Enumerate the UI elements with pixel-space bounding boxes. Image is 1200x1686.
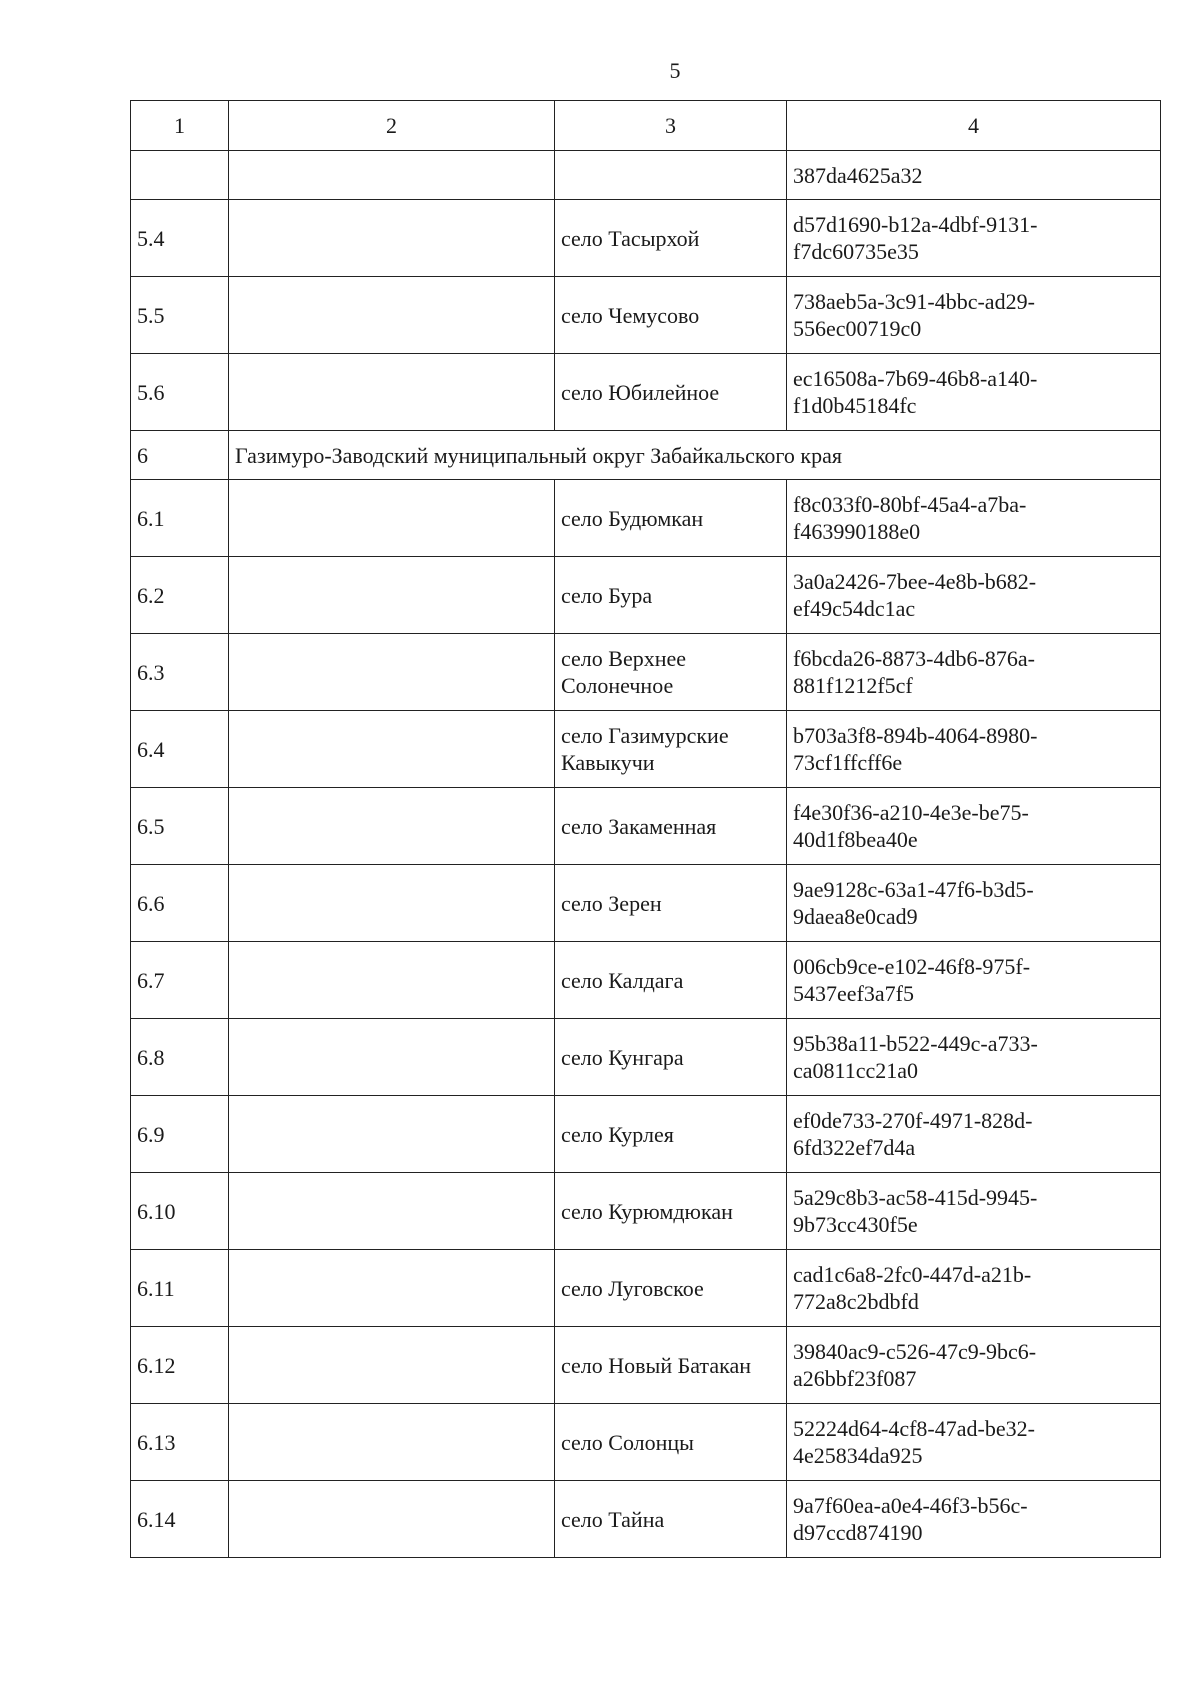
settlement-id-line-2: f463990188e0 <box>793 519 921 544</box>
row-number: 6.5 <box>131 788 229 865</box>
row-number: 6.4 <box>131 711 229 788</box>
district-cell <box>229 711 555 788</box>
table-row <box>131 480 1161 557</box>
district-cell <box>229 151 555 200</box>
settlement-name: село Будюмкан <box>555 480 787 557</box>
table-row <box>131 557 1161 634</box>
header-cell-4: 4 <box>787 101 1161 151</box>
settlement-id-line-2: 4e25834da925 <box>793 1443 923 1468</box>
settlement-name: село Курюмдюкан <box>555 1173 787 1250</box>
district-cell <box>229 277 555 354</box>
settlement-name: село Новый Батакан <box>555 1327 787 1404</box>
settlement-id-line-1: f4e30f36-a210-4e3e-be75- <box>793 800 1029 825</box>
table-row <box>131 1096 1161 1173</box>
settlement-id-line-1: cad1c6a8-2fc0-447d-a21b- <box>793 1262 1032 1287</box>
table-row <box>131 711 1161 788</box>
row-number: 6.14 <box>131 1481 229 1558</box>
settlement-name: село Юбилейное <box>555 354 787 431</box>
name-cell <box>555 151 787 200</box>
settlement-name: село Бура <box>555 557 787 634</box>
settlement-id <box>787 354 1161 431</box>
header-row <box>131 101 1161 151</box>
settlement-id-line-1: d57d1690-b12a-4dbf-9131- <box>793 212 1038 237</box>
settlement-id-line-1: 738aeb5a-3c91-4bbc-ad29- <box>793 289 1035 314</box>
district-cell <box>229 1481 555 1558</box>
settlement-id <box>787 942 1161 1019</box>
settlement-id-line-1: 39840ac9-c526-47c9-9bc6- <box>793 1339 1037 1364</box>
table-row <box>131 1019 1161 1096</box>
row-number: 6.13 <box>131 1404 229 1481</box>
table-row <box>131 1173 1161 1250</box>
settlement-id-line-2: 9b73cc430f5e <box>793 1212 918 1237</box>
row-number: 6.7 <box>131 942 229 1019</box>
table-row <box>131 354 1161 431</box>
settlement-id <box>787 1096 1161 1173</box>
settlement-id <box>787 1173 1161 1250</box>
settlement-name: село Тасырхой <box>555 200 787 277</box>
district-cell <box>229 788 555 865</box>
row-number: 6.11 <box>131 1250 229 1327</box>
settlement-id <box>787 557 1161 634</box>
settlement-id <box>787 277 1161 354</box>
settlement-id-line-2: ef49c54dc1ac <box>793 596 916 621</box>
settlement-id <box>787 1404 1161 1481</box>
settlement-id-line-1: 9a7f60ea-a0e4-46f3-b56c- <box>793 1493 1028 1518</box>
row-number: 5.6 <box>131 354 229 431</box>
settlement-id-line-1: b703a3f8-894b-4064-8980- <box>793 723 1038 748</box>
table-body <box>131 101 1161 1558</box>
settlement-id <box>787 480 1161 557</box>
district-cell <box>229 634 555 711</box>
section-title: Газимуро-Заводский муниципальный округ Забайкальского края <box>229 431 1161 480</box>
settlement-id <box>787 865 1161 942</box>
settlement-id-line-1: 9ae9128c-63a1-47f6-b3d5- <box>793 877 1034 902</box>
settlement-name: село Зерен <box>555 865 787 942</box>
settlement-id-line-2: f7dc60735e35 <box>793 239 919 264</box>
settlement-id-line-2: 40d1f8bea40e <box>793 827 918 852</box>
header-cell-3: 3 <box>555 101 787 151</box>
table-row <box>131 942 1161 1019</box>
district-cell <box>229 1404 555 1481</box>
settlement-name: село Тайна <box>555 1481 787 1558</box>
settlement-id-line-1: 3a0a2426-7bee-4e8b-b682- <box>793 569 1037 594</box>
settlement-id-line-2: 881f1212f5cf <box>793 673 913 698</box>
continuation-row <box>131 151 1161 200</box>
district-cell <box>229 1250 555 1327</box>
row-number: 6.12 <box>131 1327 229 1404</box>
settlement-id <box>787 711 1161 788</box>
section-row <box>131 431 1161 480</box>
row-number: 6.1 <box>131 480 229 557</box>
settlement-id-line-2: 73cf1ffcff6e <box>793 750 903 775</box>
row-number: 6.2 <box>131 557 229 634</box>
settlement-id-line-1: ef0de733-270f-4971-828d- <box>793 1108 1033 1133</box>
settlement-id <box>787 1250 1161 1327</box>
section-number: 6 <box>131 431 229 480</box>
settlement-id-line-2: 772a8c2bdbfd <box>793 1289 919 1314</box>
row-number: 6.9 <box>131 1096 229 1173</box>
row-number: 6.10 <box>131 1173 229 1250</box>
settlement-id-line-2: a26bbf23f087 <box>793 1366 917 1391</box>
settlement-id <box>787 1019 1161 1096</box>
row-number: 5.4 <box>131 200 229 277</box>
settlement-id-line-1: 006cb9ce-e102-46f8-975f- <box>793 954 1031 979</box>
settlement-id-line-1: 95b38a11-b522-449c-a733- <box>793 1031 1038 1056</box>
settlement-id-line-2: ca0811cc21a0 <box>793 1058 919 1083</box>
settlement-name: село Верхнее Солонечное <box>555 634 787 711</box>
settlement-name: село Кунгара <box>555 1019 787 1096</box>
settlement-id-line-2: 6fd322ef7d4a <box>793 1135 916 1160</box>
header-cell-2: 2 <box>229 101 555 151</box>
settlement-id-line-1: 5a29c8b3-ac58-415d-9945- <box>793 1185 1038 1210</box>
id-cell: 387da4625a32 <box>787 151 1161 200</box>
district-cell <box>229 1173 555 1250</box>
settlement-id <box>787 1327 1161 1404</box>
row-number: 6.3 <box>131 634 229 711</box>
district-cell <box>229 1019 555 1096</box>
table-row <box>131 277 1161 354</box>
settlement-id-line-2: d97ccd874190 <box>793 1520 923 1545</box>
row-number: 6.8 <box>131 1019 229 1096</box>
settlement-id <box>787 634 1161 711</box>
district-cell <box>229 557 555 634</box>
settlement-id <box>787 200 1161 277</box>
settlement-name: село Солонцы <box>555 1404 787 1481</box>
settlement-name: село Калдага <box>555 942 787 1019</box>
settlement-id-line-2: 556ec00719c0 <box>793 316 922 341</box>
district-cell <box>229 1096 555 1173</box>
settlement-name: село Газимурские Кавыкучи <box>555 711 787 788</box>
settlement-name: село Чемусово <box>555 277 787 354</box>
row-number: 5.5 <box>131 277 229 354</box>
settlement-id-line-1: ec16508a-7b69-46b8-a140- <box>793 366 1038 391</box>
table-row <box>131 788 1161 865</box>
table-row <box>131 200 1161 277</box>
settlements-table <box>130 100 1161 1558</box>
district-cell <box>229 1327 555 1404</box>
settlement-id-line-1: f6bcda26-8873-4db6-876a- <box>793 646 1035 671</box>
settlement-id-line-2: 5437eef3a7f5 <box>793 981 914 1006</box>
district-cell <box>229 942 555 1019</box>
row-number: 6.6 <box>131 865 229 942</box>
settlement-id-line-1: f8c033f0-80bf-45a4-a7ba- <box>793 492 1027 517</box>
table-row <box>131 1250 1161 1327</box>
settlement-id <box>787 788 1161 865</box>
district-cell <box>229 200 555 277</box>
settlement-id-line-2: 9daea8e0cad9 <box>793 904 918 929</box>
district-cell <box>229 865 555 942</box>
settlement-name: село Луговское <box>555 1250 787 1327</box>
table-row <box>131 1404 1161 1481</box>
settlement-name: село Курлея <box>555 1096 787 1173</box>
num-cell <box>131 151 229 200</box>
page-number: 5 <box>669 58 681 83</box>
table-row <box>131 634 1161 711</box>
settlement-name: село Закаменная <box>555 788 787 865</box>
district-cell <box>229 480 555 557</box>
settlement-id-line-2: f1d0b45184fc <box>793 393 917 418</box>
table-row <box>131 865 1161 942</box>
district-cell <box>229 354 555 431</box>
settlement-id <box>787 1481 1161 1558</box>
settlement-id-line-1: 52224d64-4cf8-47ad-be32- <box>793 1416 1035 1441</box>
table-row <box>131 1481 1161 1558</box>
header-cell-1: 1 <box>131 101 229 151</box>
table-row <box>131 1327 1161 1404</box>
